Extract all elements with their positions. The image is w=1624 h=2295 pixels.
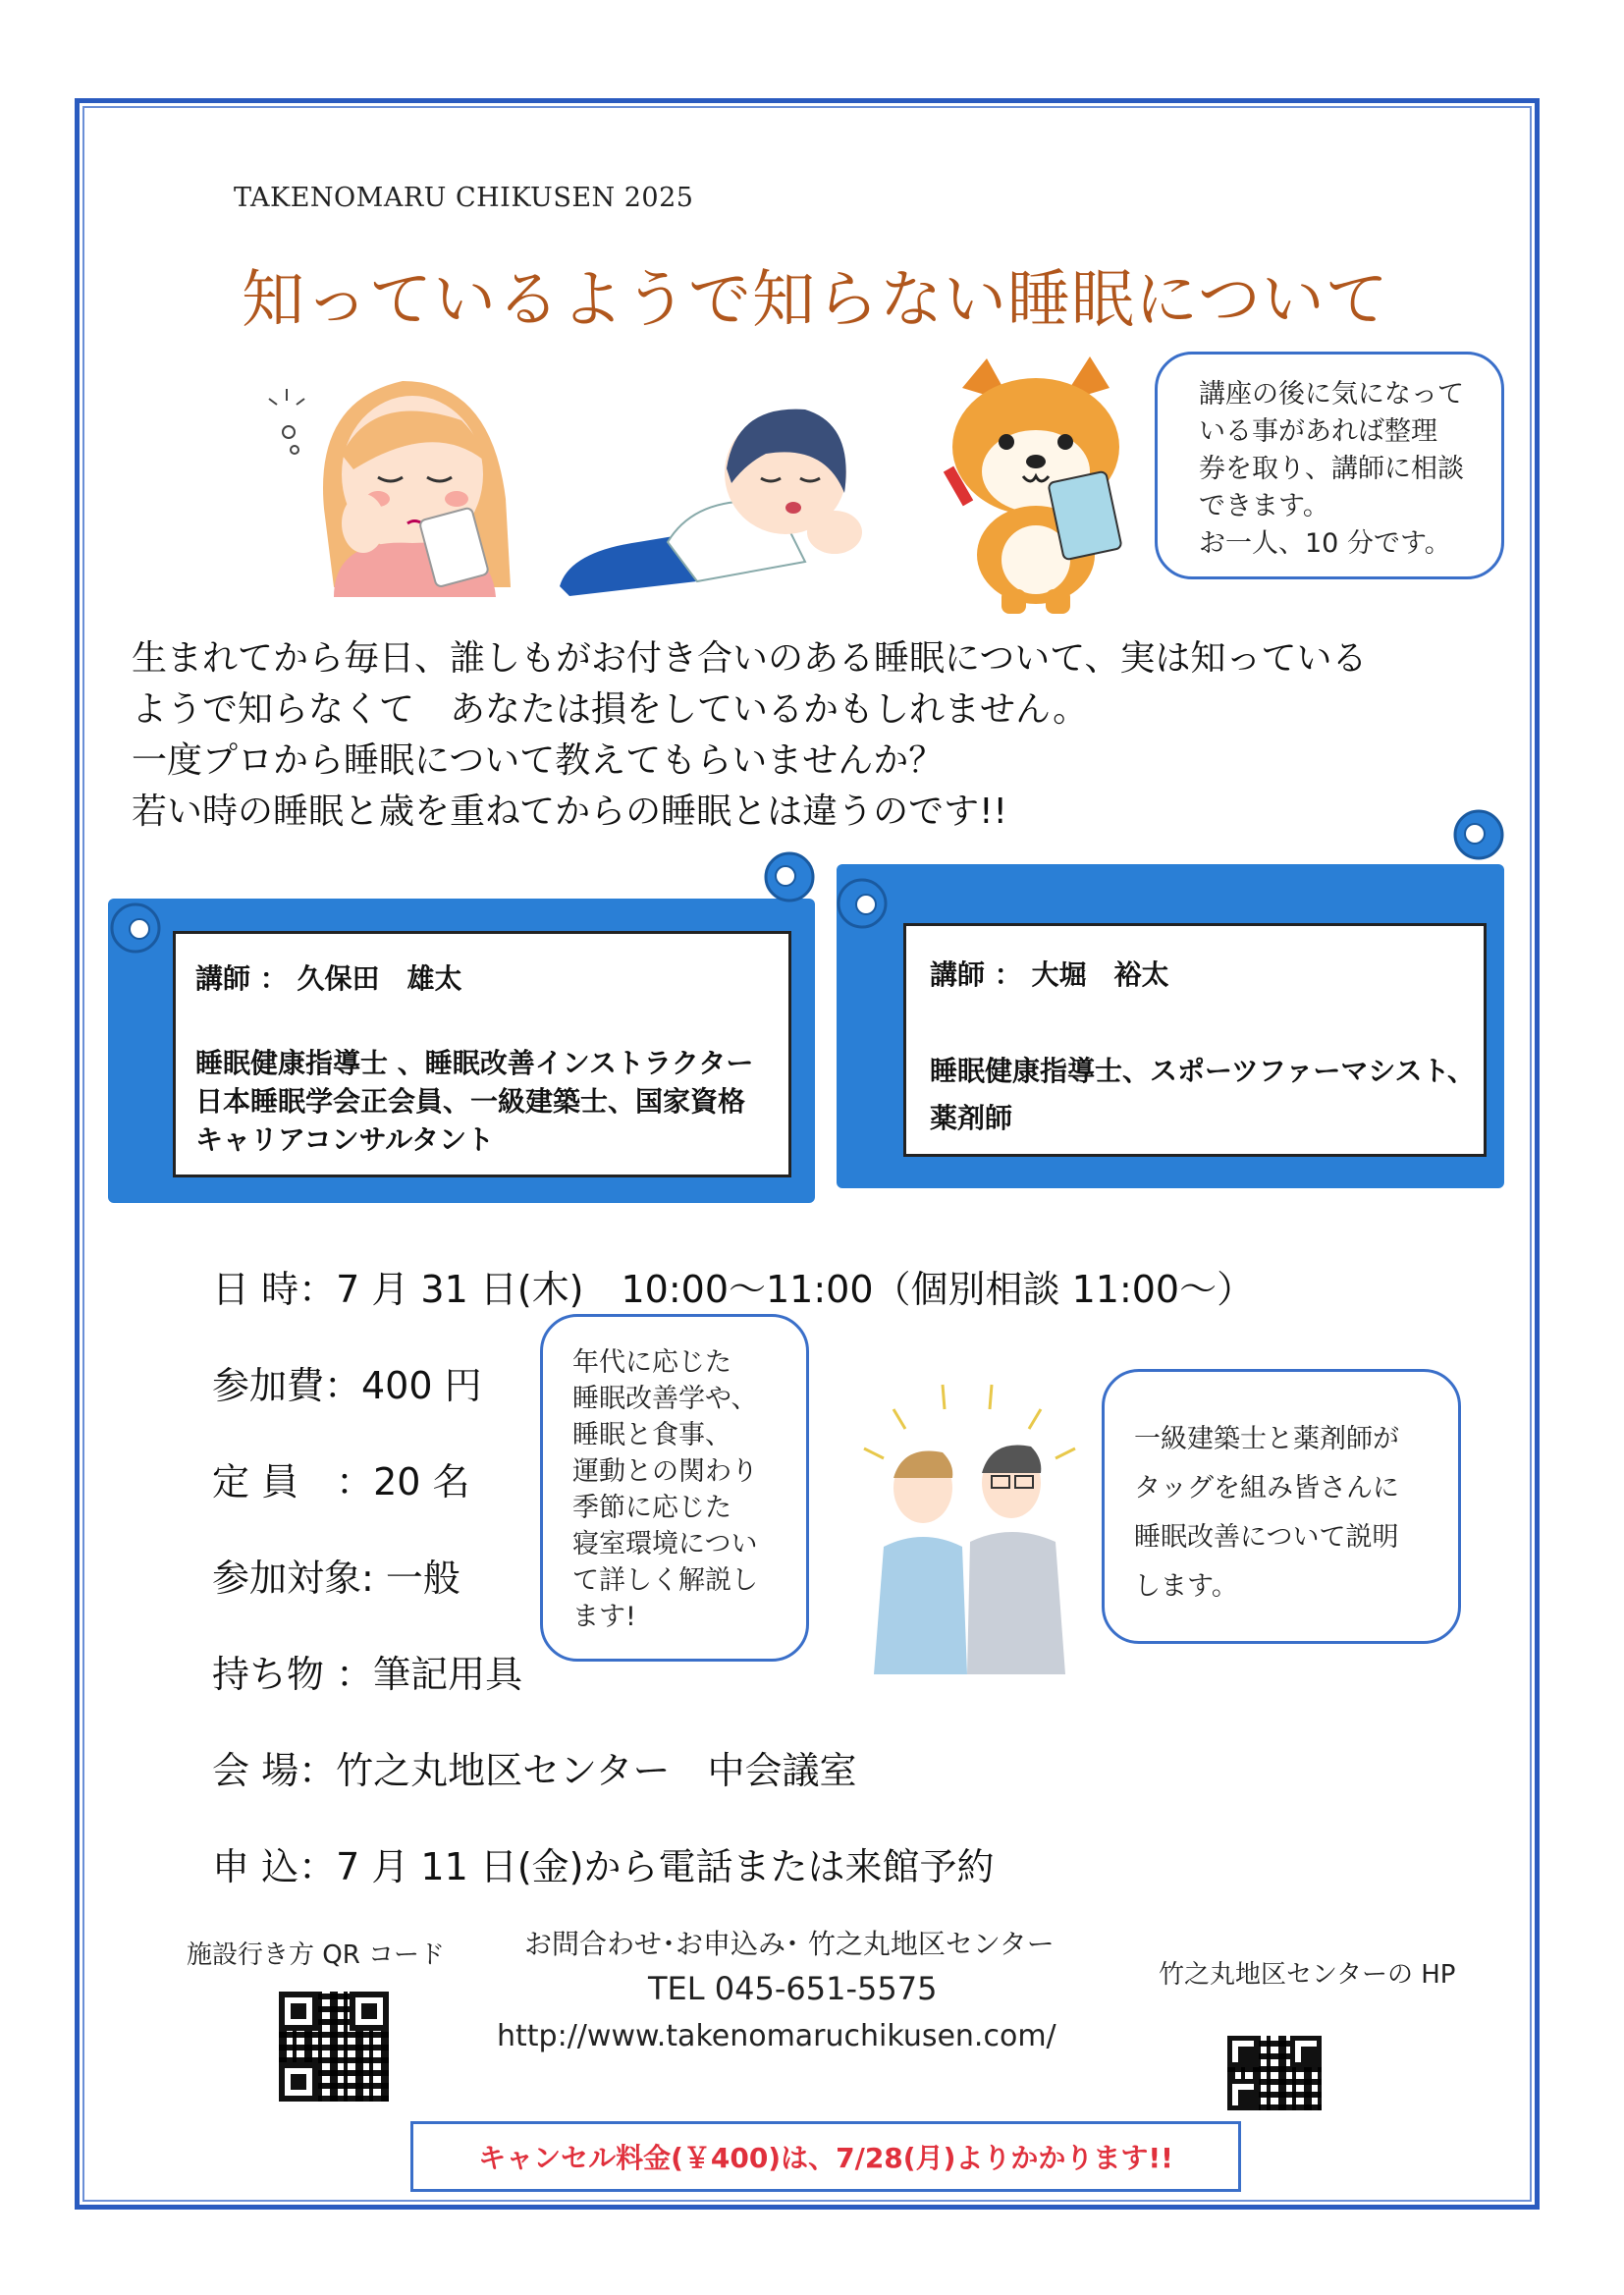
page-title: 知っているようで知らない睡眠について (242, 264, 1389, 337)
consultation-bubble (1155, 352, 1504, 579)
contact-url[interactable]: http://www.takenomaruchikusen.com/ (497, 2019, 1056, 2053)
lecturers-illustration (844, 1380, 1100, 1679)
bubble-line: 年代に応じた (572, 1347, 731, 1378)
detail-venue: 会 場：竹之丸地区センター 中会議室 (212, 1749, 857, 1792)
facility-directions-qr-icon[interactable] (279, 1992, 389, 2102)
contact-tel[interactable]: TEL 045-651-5575 (648, 1970, 938, 2007)
bubble-line: できます。 (1199, 491, 1329, 521)
brand-label: TAKENOMARU CHIKUSEN 2025 (234, 183, 694, 213)
detail-apply: 申 込：7 月 11 日(金)から電話または来館予約 (212, 1845, 995, 1888)
bubble-line: て詳しく解説し (572, 1565, 758, 1596)
intro-line: ようで知らなくて あなたは損をしているかもしれません。 (132, 689, 1089, 730)
homepage-qr-icon[interactable] (1227, 2036, 1322, 2110)
bubble-line: 運動との関わり (572, 1456, 758, 1487)
scroll-curl-icon (1449, 800, 1508, 869)
detail-fee: 参加費：400 円 (212, 1364, 482, 1407)
lecturer-desc-line: 睡眠健康指導士 、睡眠改善インストラクター (195, 1047, 754, 1079)
cancel-notice (410, 2121, 1241, 2192)
intro-line: 一度プロから睡眠について教えてもらいませんか？ (132, 740, 945, 781)
qr-right-label: 竹之丸地区センターの HP (1159, 1960, 1456, 1990)
bubble-line: タッグを組み皆さんに (1134, 1473, 1399, 1503)
sleepy-spark-icon (269, 389, 304, 454)
bubble-line: します。 (1134, 1571, 1238, 1602)
scroll-curl-icon (760, 843, 819, 911)
content-bubble (540, 1314, 809, 1662)
bubble-line: 睡眠と食事、 (572, 1420, 731, 1450)
dog-mascot-illustration (933, 349, 1139, 619)
bubble-line: いる事があれば整理 (1199, 416, 1437, 447)
detail-datetime: 日 時：7 月 31 日(木) 10:00～11:00（個別相談 11:00～） (212, 1268, 1255, 1311)
sleepy-woman-illustration (265, 361, 520, 607)
lecturer-card-1 (173, 931, 791, 1177)
bubble-line: 季節に応じた (572, 1493, 731, 1523)
bubble-line: 券を取り、講師に相談 (1199, 454, 1464, 484)
intro-line: 若い時の睡眠と歳を重ねてからの睡眠とは違うのです!! (132, 792, 1007, 832)
bubble-line: 睡眠改善について説明 (1134, 1522, 1399, 1553)
intro-text (132, 633, 1368, 838)
detail-capacity: 定 員 ：20 名 (212, 1460, 470, 1503)
cancel-notice-text: キャンセル料金(￥400)は、7/28(月)よりかかります!! (478, 2142, 1173, 2174)
bubble-line: お一人、10 分です。 (1199, 528, 1451, 559)
bubble-line: 一級建築士と薬剤師が (1134, 1424, 1399, 1454)
lecturer-desc-line: キャリアコンサルタント (195, 1123, 495, 1156)
contact-title: お問合わせ･お申込み･ 竹之丸地区センター (524, 1928, 1055, 1960)
scroll-curl-icon (106, 894, 165, 962)
lecturer-name: 講師 ： 久保田 雄太 (195, 962, 462, 995)
detail-items: 持ち物 ：筆記用具 (212, 1653, 523, 1696)
intro-line: 生まれてから毎日、誰しもがお付き合いのある睡眠について、実は知っている (132, 638, 1368, 679)
collab-bubble (1102, 1369, 1461, 1644)
lecturer-desc-line: 睡眠健康指導士、スポーツファーマシスト、 (930, 1055, 1475, 1087)
detail-target: 参加対象: 一般 (212, 1557, 460, 1600)
bubble-line: 講座の後に気になって (1199, 379, 1464, 410)
lecturer-desc-line: 日本睡眠学会正会員、一級建築士、国家資格 (195, 1085, 746, 1118)
lecturer-card-2 (903, 923, 1487, 1157)
lecturer-desc-line: 薬剤師 (930, 1102, 1013, 1134)
bubble-line: 寝室環境につい (572, 1529, 758, 1559)
scroll-curl-icon (833, 869, 892, 938)
lecturer-name: 講師 ： 大堀 裕太 (930, 958, 1169, 991)
bubble-line: ます! (572, 1602, 636, 1632)
sleeping-man-illustration (550, 385, 874, 601)
qr-left-label: 施設行き方 QR コード (187, 1940, 446, 1970)
bubble-line: 睡眠改善学や、 (572, 1384, 758, 1414)
